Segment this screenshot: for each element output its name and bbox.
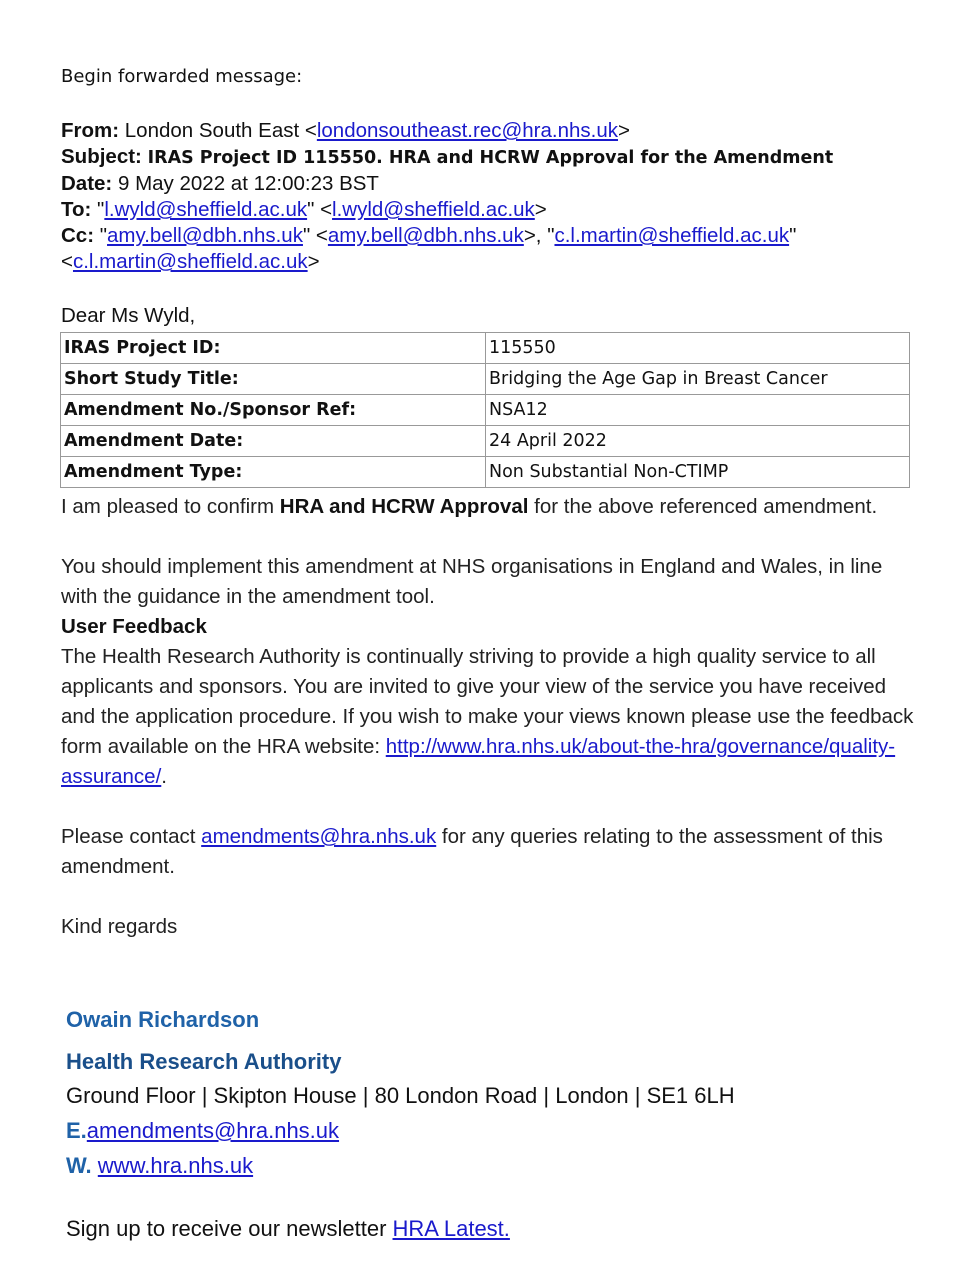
implement-paragraph: You should implement this amendment at NHS organisations in England and Wales, in line with the guidance in the amendment tool.: [61, 555, 883, 608]
detail-label: Short Study Title:: [61, 364, 486, 395]
table-row: [61, 457, 910, 488]
subject-label: Subject:: [61, 145, 142, 168]
signature-web-link[interactable]: www.hra.nhs.uk: [97, 1153, 254, 1178]
confirm-paragraph: [61, 492, 921, 522]
cc-email-link-2[interactable]: c.l.martin@sheffield.ac.uk: [72, 250, 308, 273]
signature-web-line: [66, 1148, 926, 1183]
contact-text-end: for any queries relating to the assessment of this amendment.: [61, 825, 883, 878]
feedback-text: The Health Research Authority is continually striving to provide a high quality service to all applicants and sponsors. You are invited to give your view of the service you have received and the application procedure. If you wish to make your views known please use the feedback form available on the HRA website:: [61, 645, 914, 758]
feedback-heading: User Feedback: [61, 615, 207, 638]
detail-value: Bridging the Age Gap in Breast Cancer: [486, 364, 910, 395]
signature-address: Ground Floor | Skipton House | 80 London Road | London | SE1 6LH: [66, 1083, 735, 1108]
cc-label: Cc:: [61, 224, 95, 247]
detail-label: Amendment Date:: [61, 426, 486, 457]
forwarded-message-label: Begin forwarded message:: [61, 66, 303, 87]
contact-email-link[interactable]: amendments@hra.nhs.uk: [201, 825, 437, 848]
feedback-paragraph: The Health Research Authority is continually striving to provide a high quality service to all applicants and sponsors. You are invited to give your view of the service you have received and the application procedure. If you wish to make your views known please use the feedback form available on the HRA website: http://www.hra.nhs.uk/about-the-hra/governance/quality-assurance/.: [61, 645, 914, 788]
date-text: 9 May 2022 at 12:00:23 BST: [117, 172, 379, 195]
table-row: [61, 395, 910, 426]
amendment-details-table: [60, 332, 910, 488]
contact-text: Please contact: [61, 825, 202, 848]
detail-value: NSA12: [486, 395, 910, 426]
cc-display-link-2[interactable]: c.l.martin@sheffield.ac.uk: [554, 224, 790, 247]
newsletter-line: [66, 1211, 926, 1246]
date-line: [61, 171, 921, 197]
newsletter-text: Sign up to receive our newsletter: [66, 1216, 393, 1241]
to-line: To: "l.wyld@sheffield.ac.uk" <l.wyld@sheffield.ac.uk>: [61, 198, 547, 221]
from-label: From:: [61, 119, 120, 142]
from-name: London South East: [124, 119, 300, 142]
greeting: Dear Ms Wyld,: [61, 304, 196, 327]
subject-line: [61, 144, 921, 171]
to-display-link[interactable]: l.wyld@sheffield.ac.uk: [104, 198, 308, 221]
newsletter-link[interactable]: HRA Latest.: [392, 1216, 510, 1241]
table-row: [61, 426, 910, 457]
confirm-text-end: for the above referenced amendment.: [528, 495, 878, 518]
date-label: Date:: [61, 172, 113, 195]
to-label: To:: [61, 198, 92, 221]
email-label: E.: [66, 1118, 87, 1143]
from-line: From: London South East <londonsoutheast.rec@hra.nhs.uk>: [61, 119, 630, 142]
table-row: [61, 364, 910, 395]
confirm-text: I am pleased to confirm: [61, 495, 280, 518]
cc-display-link-1[interactable]: amy.bell@dbh.nhs.uk: [107, 224, 303, 247]
signature-email-link[interactable]: amendments@hra.nhs.uk: [86, 1118, 340, 1143]
detail-value: 24 April 2022: [486, 426, 910, 457]
to-email-link[interactable]: l.wyld@sheffield.ac.uk: [332, 198, 535, 221]
signature-email-line: [66, 1113, 926, 1148]
cc-line: Cc: "amy.bell@dbh.nhs.uk" <amy.bell@dbh.nhs.uk>, "c.l.martin@sheffield.ac.uk" <c.l.martin@sheffield.ac.uk>: [61, 224, 797, 273]
detail-label: Amendment No./Sponsor Ref:: [61, 395, 486, 426]
email-header: [61, 118, 921, 275]
approval-bold: HRA and HCRW Approval: [279, 495, 529, 518]
signature-block: [66, 1004, 926, 1246]
detail-value: 115550: [486, 333, 910, 364]
detail-label: Amendment Type:: [61, 457, 486, 488]
signature-name: Owain Richardson: [66, 1007, 260, 1032]
from-email-link[interactable]: londonsoutheast.rec@hra.nhs.uk: [316, 119, 619, 142]
web-label: W.: [66, 1153, 92, 1178]
regards: Kind regards: [61, 915, 178, 938]
detail-value: Non Substantial Non-CTIMP: [486, 457, 910, 488]
email-body: [61, 492, 921, 942]
feedback-url-link[interactable]: http://www.hra.nhs.uk/about-the-hra/governance/quality-assurance/: [61, 735, 896, 788]
contact-paragraph: [61, 822, 921, 882]
cc-email-link-1[interactable]: amy.bell@dbh.nhs.uk: [327, 224, 524, 247]
signature-org: Health Research Authority: [66, 1049, 342, 1074]
detail-label: IRAS Project ID:: [61, 333, 486, 364]
subject-text: IRAS Project ID 115550. HRA and HCRW Approval for the Amendment: [147, 148, 834, 168]
table-row: [61, 333, 910, 364]
